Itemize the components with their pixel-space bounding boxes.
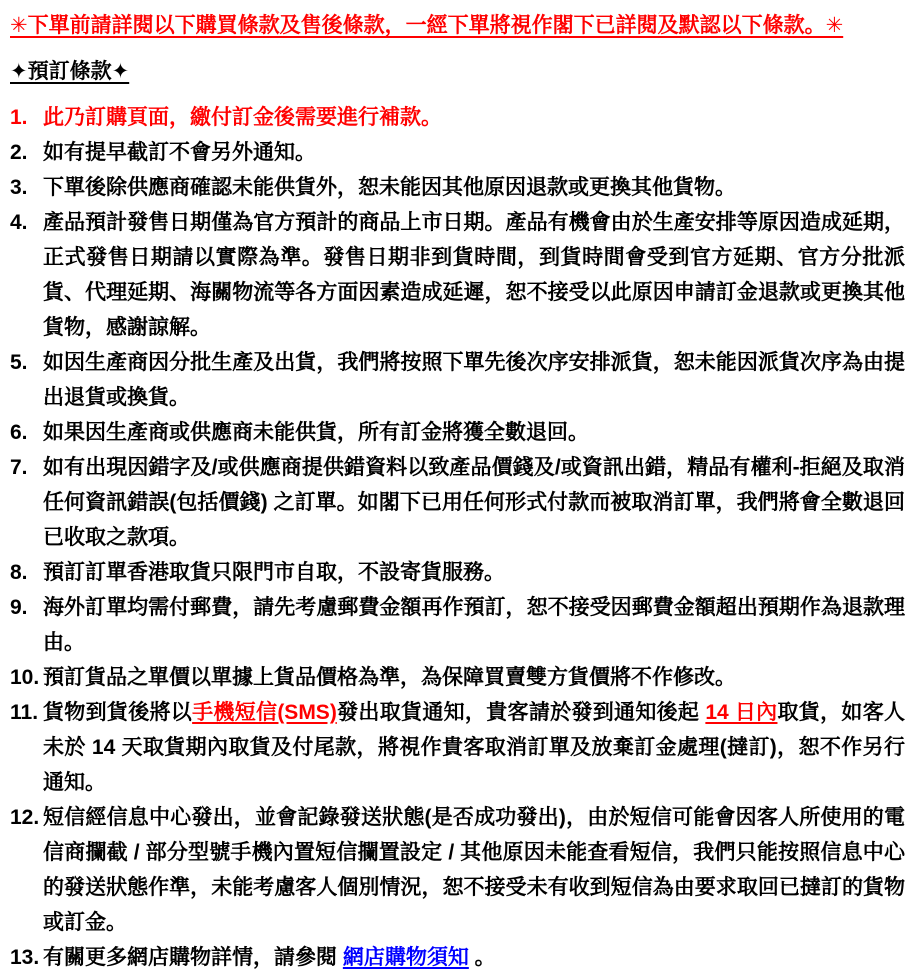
term-number: 6. [10,421,28,444]
term-number: 9. [10,596,28,619]
pre-order-warning-line [10,12,905,40]
term-item-3 [10,170,905,205]
term-text [43,590,905,660]
term-text-segment: 如有出現因錯字及/或供應商提供錯資料以致產品價錢及/或資訊出錯，精品有權利-拒絕及取消任何資訊錯誤(包括價錢) 之訂單。如閣下已用任何形式付款而被取消訂單，我們將會全數退回已收取之款項。 [43,456,905,549]
term-item-8 [10,555,905,590]
term-item-6 [10,415,905,450]
term-text [43,205,905,345]
term-text-segment: 發出取貨通知，貴客請於發到通知後起 [336,701,706,724]
term-text [43,100,905,135]
term-item-2 [10,135,905,170]
term-item-4 [10,205,905,345]
sms-notice-emphasis: 手機短信(SMS) [192,701,337,724]
fourteen-days-emphasis: 14 日內 [705,701,778,724]
term-text-segment: 此乃訂購頁面，繳付訂金後需要進行補款。 [43,106,442,129]
term-text [43,555,905,590]
term-item-9 [10,590,905,660]
term-text [43,800,905,940]
term-text-segment: 產品預計發售日期僅為官方預計的商品上市日期。產品有機會由於生產安排等原因造成延期，正式發售日期請以實際為準。發售日期非到貨時間，到貨時間會受到官方延期、官方分批派貨、代理延期、海關物流等各方面因素造成延遲，恕不接受以此原因申請訂金退款或更換其他貨物，感謝諒解。 [43,211,905,339]
term-text-segment: 海外訂單均需付郵費，請先考慮郵費金額再作預訂，恕不接受因郵費金額超出預期作為退款理由。 [43,596,905,654]
term-number: 3. [10,176,28,199]
term-text-segment: 如有提早截訂不會另外通知。 [43,141,316,164]
pre-order-terms-document [10,12,905,975]
section-title-text: ✦預訂條款✦ [10,60,130,83]
term-item-1 [10,100,905,135]
pre-order-warning-text: ✳下單前請詳閱以下購買條款及售後條款，一經下單將視作閣下已詳閱及默認以下條款。✳ [10,14,844,37]
section-title [10,58,905,86]
term-number: 13. [10,946,40,969]
term-number: 10. [10,666,40,689]
term-number: 11. [10,701,39,724]
online-shop-guide-link[interactable]: 網店購物須知 [342,946,469,969]
term-text [43,695,905,800]
term-item-10 [10,660,905,695]
term-item-5 [10,345,905,415]
term-text-segment: 如果因生產商或供應商未能供貨，所有訂金將獲全數退回。 [43,421,589,444]
term-text [43,170,905,205]
term-number: 12. [10,806,40,829]
term-number: 4. [10,211,28,234]
term-text [43,450,905,555]
term-text [43,135,905,170]
term-text-segment: 貨物到貨後將以 [43,701,193,724]
term-text-segment: 預訂貨品之單價以單據上貨品價格為準，為保障買賣雙方貨價將不作修改。 [43,666,736,689]
term-text [43,940,905,975]
term-item-7 [10,450,905,555]
term-text-segment: 。 [468,946,496,969]
term-text [43,660,905,695]
term-number: 8. [10,561,28,584]
term-text-segment: 下單後除供應商確認未能供貨外，恕未能因其他原因退款或更換其他貨物。 [43,176,736,199]
term-text-segment: 短信經信息中心發出，並會記錄發送狀態(是否成功發出)，由於短信可能會因客人所使用的電信商攔截 / 部分型號手機內置短信攔置設定 / 其他原因未能查看短信，我們只能按照信息中心的發送狀態作準，未能考慮客人個別情況，恕不接受未有收到短信為由要求取回已撻訂的貨物或訂金。 [43,806,905,934]
term-text [43,345,905,415]
term-number: 1. [10,106,28,129]
term-number: 2. [10,141,28,164]
term-text-segment: 如因生產商因分批生產及出貨，我們將按照下單先後次序安排派貨，恕未能因派貨次序為由提出退貨或換貨。 [43,351,905,409]
term-item-11 [10,695,905,800]
term-number: 7. [10,456,28,479]
term-item-13 [10,940,905,975]
terms-list [10,100,905,975]
term-number: 5. [10,351,28,374]
term-text-segment: 預訂訂單香港取貨只限門市自取，不設寄貨服務。 [43,561,505,584]
term-item-12 [10,800,905,940]
term-text-segment: 有關更多網店購物詳情，請參閱 [43,946,343,969]
term-text [43,415,905,450]
term-text-segment: 取貨，如客人未於 14 天取貨期內取貨及付尾款，將視作貴客取消訂單及放棄訂金處理(撻訂)，恕不作另行通知。 [43,701,905,794]
